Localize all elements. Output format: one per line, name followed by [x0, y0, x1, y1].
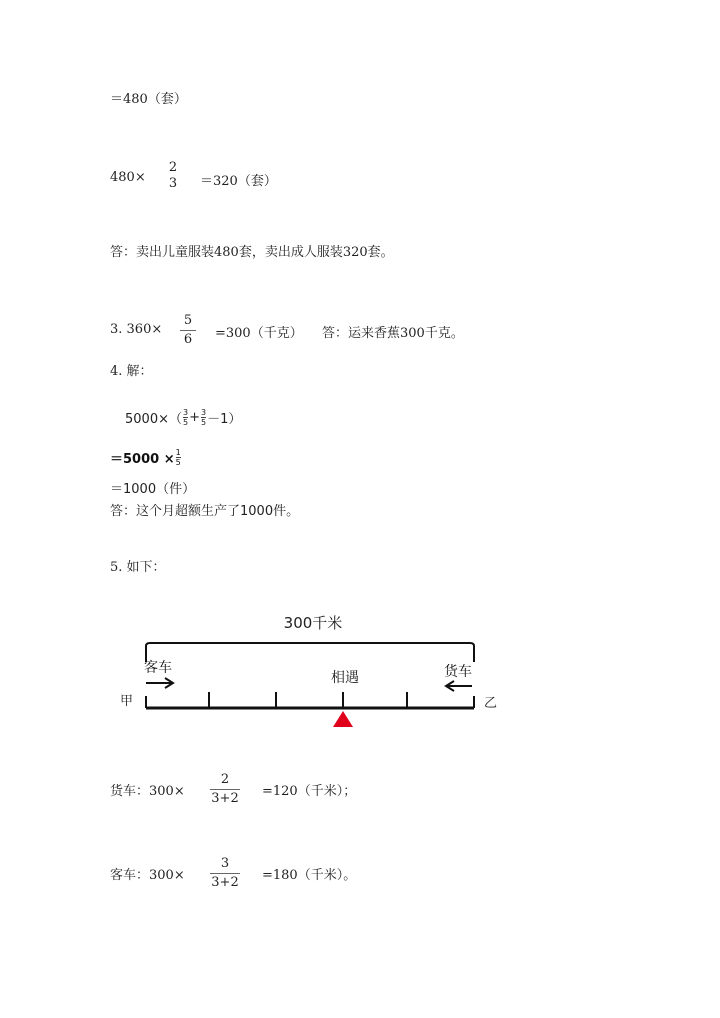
meeting-point-marker [333, 711, 353, 727]
bus-suffix: =180（千米）。 [262, 868, 357, 883]
end-label: 乙 [484, 696, 498, 711]
step2-suffix: ＝320（套） [200, 174, 277, 189]
truck-suffix: =120（千米）； [262, 784, 357, 799]
truck-prefix: 货车：300× [110, 784, 185, 799]
q4-line1-prefix: 5000×（ [125, 412, 182, 427]
q4-line2 [110, 448, 182, 467]
q3-numerator: 5 [183, 313, 193, 328]
bus-label: 客车 [144, 660, 172, 676]
step2-fraction [165, 160, 181, 192]
q4-answer: 答：这个月超额生产了1000件。 [110, 504, 300, 519]
truck-denominator: 3+2 [211, 791, 239, 806]
q4-f3-den: 5 [175, 458, 181, 467]
q4-f2-num: 3 [200, 408, 207, 417]
q4-line1 [125, 408, 241, 427]
truck-label: 货车 [444, 664, 472, 680]
step2-denominator: 3 [168, 176, 178, 191]
q5-title: 5. 如下： [110, 560, 166, 575]
bus-fraction [210, 856, 240, 891]
meet-label: 相遇 [331, 670, 359, 686]
step2-numerator: 2 [168, 160, 178, 175]
truck-numerator: 2 [220, 772, 230, 787]
bus-numerator: 3 [220, 856, 230, 871]
q4-fraction-3 [176, 448, 181, 467]
q4-f3-num: 1 [175, 448, 181, 457]
distance-brace [146, 643, 474, 662]
q3-prefix: 3. 360× [110, 322, 163, 337]
q4-fraction-1 [183, 408, 188, 427]
step1-result: ＝480（套） [110, 92, 187, 107]
diagram-total-label: 300千米 [283, 614, 343, 632]
q4-line3: ＝1000（件） [110, 482, 196, 497]
answer-2: 答：卖出儿童服装480套，卖出成人服装320套。 [110, 245, 394, 260]
q4-plus: + [189, 410, 200, 425]
q4-line2-prefix: ＝5000 × [110, 452, 175, 467]
meeting-diagram [0, 600, 720, 740]
q3-fraction [180, 313, 196, 348]
bus-prefix: 客车：300× [110, 868, 185, 883]
truck-arrow [446, 681, 472, 691]
q4-f1-den: 5 [182, 418, 189, 427]
q3-answer: 答：运来香蕉300千克。 [322, 326, 464, 341]
q4-fraction-2 [201, 408, 206, 427]
bus-arrow [146, 678, 173, 688]
q3-suffix: =300（千克） [215, 326, 303, 341]
step2-prefix: 480× [110, 170, 146, 185]
start-label: 甲 [120, 694, 134, 709]
truck-fraction [210, 772, 240, 807]
q4-f2-den: 5 [200, 418, 207, 427]
q3-denominator: 6 [183, 332, 193, 347]
q4-line1-suffix: －1） [207, 412, 242, 427]
q4-title: 4. 解： [110, 364, 153, 379]
bus-denominator: 3+2 [211, 875, 239, 890]
q4-f1-num: 3 [182, 408, 189, 417]
